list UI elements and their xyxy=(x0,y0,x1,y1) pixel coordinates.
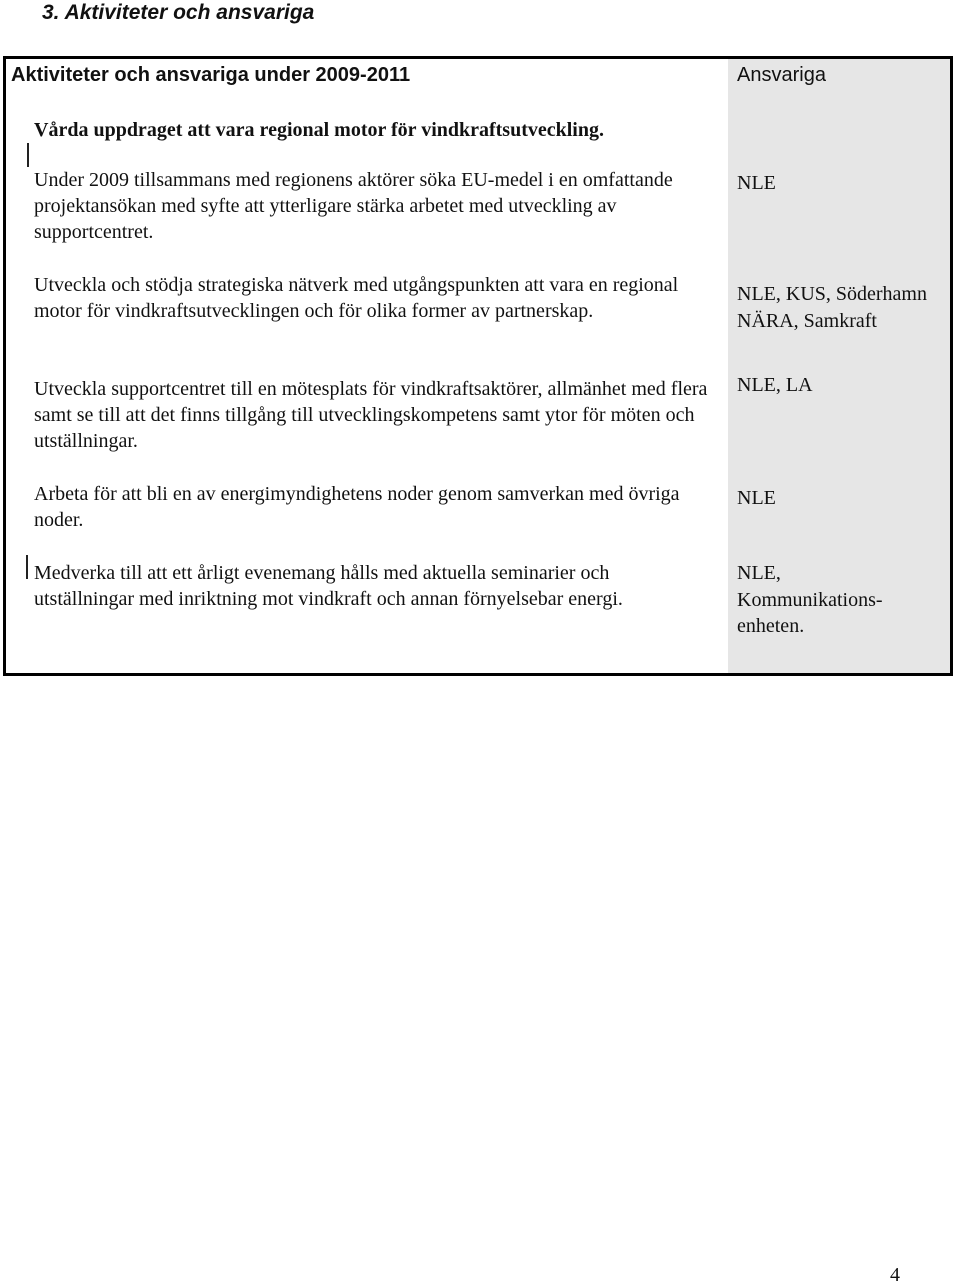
activities-column-header: Aktiviteter och ansvariga under 2009-2011 xyxy=(11,64,411,86)
text-cursor-mark xyxy=(27,143,29,167)
activity-row-4: Arbeta för att bli en av energimyndighetens noder genom samverkan med övriga noder. xyxy=(34,483,680,531)
mission-subheading: Vårda uppdraget att vara regional motor för vindkraftsutveckling. xyxy=(34,119,604,141)
responsible-column-header: Ansvariga xyxy=(737,64,826,86)
responsible-row-4: NLE xyxy=(737,487,776,509)
responsible-row-3: NLE, LA xyxy=(737,374,813,396)
activity-row-2: Utveckla och stödja strategiska nätverk med utgångspunkten att vara en regional motor för vindkraftsutvecklingen och för olika former av partnerskap. xyxy=(34,274,679,322)
activity-row-1: Under 2009 tillsammans med regionens aktörer söka EU-medel i en omfattande projektansökan med syfte att ytterligare stärka arbetet med utveckling av supportcentret. xyxy=(34,169,673,243)
activity-row-3: Utveckla supportcentret till en mötesplats för vindkraftsaktörer, allmänhet med flera samt se till att det finns tillgång till utvecklingskompetens samt ytor för möten och utställningar. xyxy=(34,378,708,452)
section-heading: 3. Aktiviteter och ansvariga xyxy=(42,1,315,24)
page-number: 4 xyxy=(890,1264,900,1286)
responsible-row-2: NLE, KUS, Söderhamn NÄRA, Samkraft xyxy=(737,283,927,332)
activity-row-5: Medverka till att ett årligt evenemang hålls med aktuella seminarier och utställningar med inriktning mot vindkraft och annan förnyelsebar energi. xyxy=(34,562,623,610)
text-cursor-mark-2 xyxy=(26,555,28,579)
responsible-row-5: NLE, Kommunikations-enheten. xyxy=(737,562,883,637)
responsible-row-1: NLE xyxy=(737,172,776,194)
activities-table xyxy=(3,56,953,676)
